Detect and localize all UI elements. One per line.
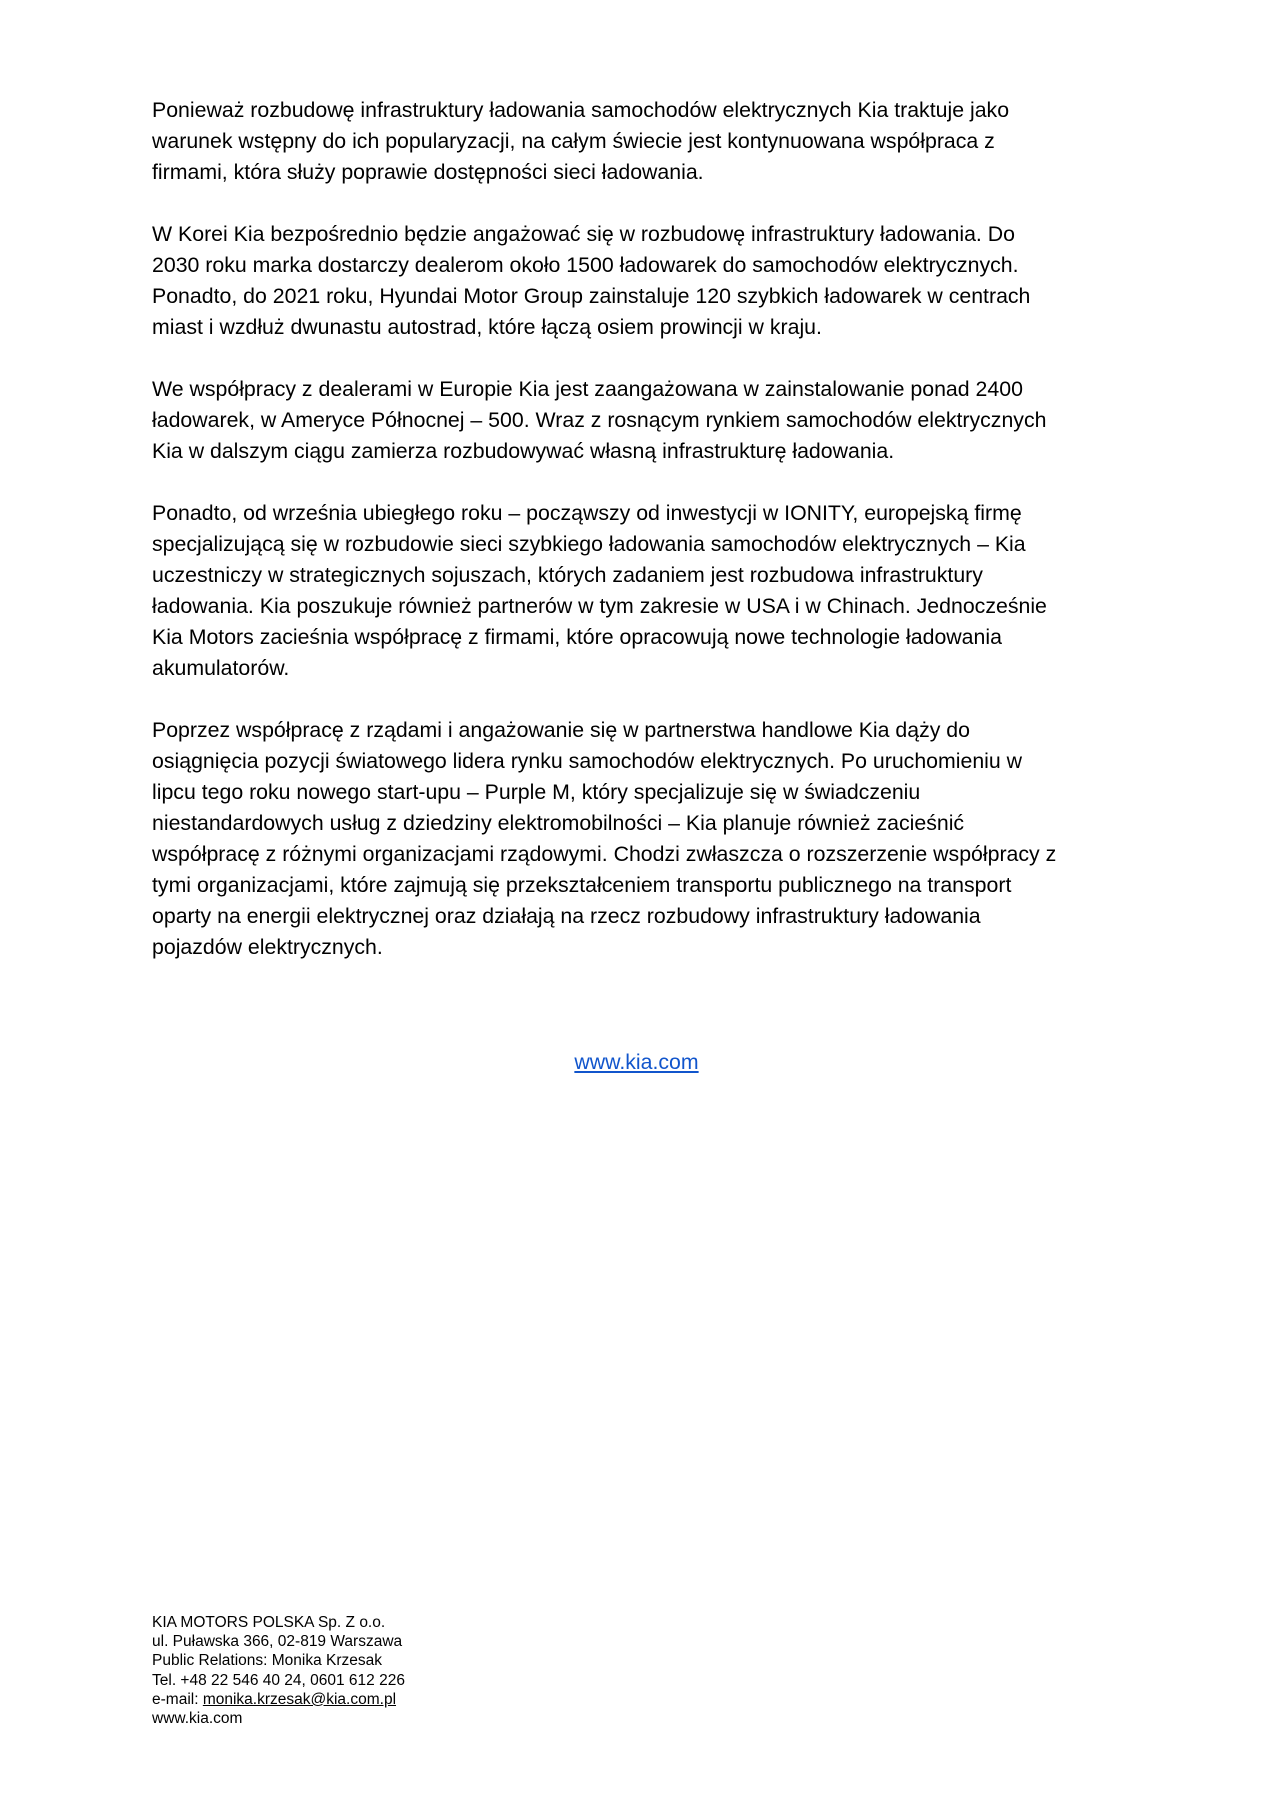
footer-company: KIA MOTORS POLSKA Sp. Z o.o.: [152, 1614, 386, 1631]
footer-email-label: e-mail:: [152, 1690, 203, 1708]
paragraph-korea-chargers: W Korei Kia bezpośrednio będzie angażować się w rozbudowę infrastruktury ładowania. Do 2030 roku marka dostarczy dealerom około 1500 ładowarek do samochodów elektrycznych. Ponadto, do 2021 roku, Hyundai Motor Group zainstaluje 120 szybkich ładowarek w centrach miast i wzdłuż dwunastu autostrad, które łączą osiem prowincji w kraju.: [152, 222, 1031, 339]
footer-email-line: [152, 1690, 652, 1709]
footer-phone: Tel. +48 22 546 40 24, 0601 612 226: [152, 1671, 405, 1689]
footer-address: ul. Puławska 366, 02-819 Warszawa: [152, 1633, 403, 1651]
paragraph-charging-cooperation: Ponieważ rozbudowę infrastruktury ładowania samochodów elektrycznych Kia traktuje jako warunek wstępny do ich popularyzacji, na całym świecie jest kontynuowana współpraca z firmami, która służy poprawie dostępności sieci ładowania.: [152, 98, 1010, 184]
footer-website: www.kia.com: [152, 1710, 243, 1728]
paragraph-government-partnerships: Poprzez współpracę z rządami i angażowanie się w partnerstwa handlowe Kia dąży do osiągnięcia pozycji światowego lidera rynku samochodów elektrycznych. Po uruchomieniu w lipcu tego roku nowego start-upu – Purple M, który specjalizuje się w świadczeniu niestandardowych usług z dziedziny elektromobilności – Kia planuje również zacieśnić współpracę z różnymi organizacjami rządowymi. Chodzi zwłaszcza o rozszerzenie współpracy z tymi organizacjami, które zajmują się przekształceniem transportu publicznego na transport oparty na energii elektrycznej oraz działają na rzecz rozbudowy infrastruktury ładowania pojazdów elektrycznych.: [152, 718, 1057, 959]
footer-email-link[interactable]: monika.krzesak@kia.com.pl: [202, 1690, 397, 1708]
footer-pr-contact: Public Relations: Monika Krzesak: [152, 1652, 383, 1670]
footer-contact: [152, 1613, 652, 1728]
paragraph-ionity-alliances: Ponadto, od września ubiegłego roku – począwszy od inwestycji w IONITY, europejską firmę specjalizującą się w rozbudowie sieci szybkiego ładowania samochodów elektrycznych – Kia uczestniczy w strategicznych sojuszach, których zadaniem jest rozbudowa infrastruktury ładowania. Kia poszukuje również partnerów w tym zakresie w USA i w Chinach. Jednocześnie Kia Motors zacieśnia współpracę z firmami, które opracowują nowe technologie ładowania akumulatorów.: [152, 501, 1047, 680]
website-link-block: [0, 1047, 1273, 1078]
website-link[interactable]: www.kia.com: [574, 1050, 699, 1074]
press-release-body: [152, 95, 1152, 994]
paragraph-europe-america-chargers: We współpracy z dealerami w Europie Kia jest zaangażowana w zainstalowanie ponad 2400 ładowarek, w Ameryce Północnej – 500. Wraz z rosnącym rynkiem samochodów elektrycznych Kia w dalszym ciągu zamierza rozbudowywać własną infrastrukturę ładowania.: [152, 377, 1047, 463]
